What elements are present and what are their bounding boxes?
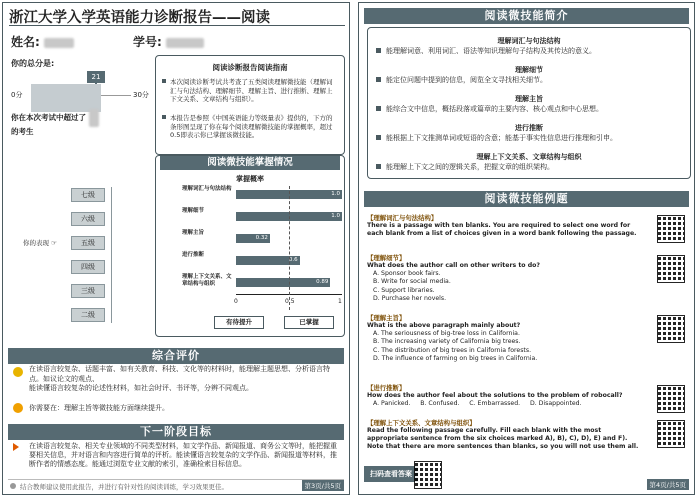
x-tick-0.5: 0.5	[285, 298, 295, 305]
summary-band: 综合评价	[8, 348, 344, 364]
bullet-icon	[162, 79, 166, 83]
example-item	[367, 418, 639, 452]
example-title: 【理解细节】	[367, 254, 406, 262]
example-option: B. The increasing variety of California big trees.	[373, 338, 521, 346]
bar-row	[156, 230, 346, 252]
bar-value-label: 0.6	[288, 257, 298, 263]
score-fill	[31, 84, 101, 112]
page-number: 第3页/共5页	[302, 480, 344, 491]
skill-name: 理解细节	[515, 66, 543, 74]
example-band: 阅读微技能例题	[364, 191, 689, 207]
legend-improve: 有待提升	[214, 316, 264, 329]
footer-bar	[8, 479, 344, 492]
id-redacted	[166, 38, 204, 48]
bar-row	[156, 252, 346, 274]
total-score-label: 你的总分是:	[11, 59, 55, 68]
mastery-band: 阅读微技能掌握情况	[160, 156, 340, 170]
skill-name: 理解词汇与句法结构	[497, 37, 561, 45]
scan-label: 扫码查看答案	[364, 466, 418, 482]
bar-category-label: 理解上下文关系、文章结构与组织	[182, 274, 232, 287]
scan-footer	[364, 461, 689, 491]
x-tick-1: 1	[338, 298, 342, 305]
id-row	[133, 33, 204, 50]
example-qr-code[interactable]	[657, 315, 685, 343]
percentile-redacted	[89, 109, 99, 127]
example-qr-code[interactable]	[657, 385, 685, 413]
level-5: 五级	[71, 236, 105, 250]
bar-row	[156, 186, 346, 208]
example-option: D. Purchase her novels.	[373, 294, 447, 302]
bullet-icon	[162, 115, 166, 119]
x-tick-0: 0	[234, 298, 238, 305]
report-page-3	[2, 2, 350, 495]
ladder-axis	[111, 187, 112, 323]
bar-value-label: 1.0	[331, 191, 340, 197]
example-item	[367, 383, 639, 408]
skill-name: 进行推断	[515, 124, 543, 132]
example-qr-code[interactable]	[657, 255, 685, 283]
example-option: A. Sponsor book fairs.	[373, 270, 441, 278]
example-question: Read the following passage carefully. Fill each blank with the most appropriate sentence from the six choices marked A), B), C), D), E) and F). Note that there are more sentences than blanks, so you will not use them all.	[367, 427, 639, 451]
need-text: 你需要在：理解主旨等微技能方面继续提升。	[29, 404, 169, 412]
name-row	[11, 33, 74, 50]
example-item	[367, 213, 639, 238]
bar-category-label: 进行推断	[182, 252, 205, 258]
example-option: C. Support libraries.	[373, 286, 435, 294]
skills-list	[367, 27, 691, 179]
info-icon	[13, 403, 23, 413]
legend	[214, 316, 334, 330]
guide-box	[155, 55, 345, 155]
report-page-4	[358, 2, 695, 495]
example-item	[367, 313, 639, 363]
skill-name: 理解主旨	[515, 95, 543, 103]
bullet-icon	[376, 135, 381, 140]
percentile-label-1: 你在本次考试中超过了	[11, 113, 86, 122]
example-option: D. The influence of farming on big trees in California.	[373, 354, 538, 362]
bullet-icon	[376, 77, 381, 82]
example-title: 【理解主旨】	[367, 314, 406, 322]
bullet-icon	[376, 164, 381, 169]
answer-qr-code[interactable]	[414, 461, 442, 489]
bullet-icon	[376, 106, 381, 111]
level-2: 二级	[71, 308, 105, 322]
level-ladder	[3, 183, 153, 333]
your-level-label: 你的表现 ☞	[23, 239, 57, 247]
bar-value-label: 0.89	[316, 279, 329, 285]
id-label: 学号:	[133, 35, 162, 49]
example-option: B. Write for social media.	[373, 278, 451, 286]
skill-description: 能综合文中信息，概括段落或篇章的主要内容、核心观点和中心思想。	[386, 105, 603, 113]
name-label: 姓名:	[11, 35, 40, 49]
guide-title: 阅读诊断报告阅读指南	[212, 63, 288, 72]
page-number: 第4页/共5页	[647, 479, 689, 490]
bar-value-label: 0.32	[255, 235, 268, 241]
example-qr-code[interactable]	[657, 215, 685, 243]
score-value: 21	[87, 71, 105, 83]
report-title: 浙江大学入学英语能力诊断报告——阅读	[9, 10, 270, 26]
name-redacted	[44, 38, 74, 48]
example-item	[367, 253, 639, 303]
bar-category-label: 理解主旨	[182, 230, 205, 236]
example-option: C. The distribution of big trees in California forests.	[373, 346, 532, 354]
mastery-chart-box	[155, 155, 345, 337]
percentile-text	[11, 109, 99, 137]
example-title: 【理解词汇与句法结构】	[367, 214, 438, 222]
legend-mastered: 已掌握	[284, 316, 334, 329]
skill-description: 能理解上下文之间的逻辑关系，把握文章的组织架构。	[386, 163, 554, 171]
mastery-subtitle: 掌握概率	[236, 175, 264, 183]
example-qr-code[interactable]	[657, 420, 685, 448]
level-4: 四级	[71, 260, 105, 274]
bar	[236, 234, 270, 243]
bar-value-label: 1.0	[331, 213, 340, 219]
skill-description: 能理解词意、利用词汇、语法等知识理解句子结构及其传达的意义。	[386, 47, 596, 55]
bar	[236, 256, 300, 265]
guide-item-1: 本次阅读诊断考试共考查了五类阅读理解微技能（理解词汇与句法结构、理解细节、理解主旨、进行推断、理解上下文关系、文章结构与组织）。	[170, 78, 336, 104]
intro-band: 阅读微技能简介	[364, 8, 689, 24]
example-question: What is the above paragraph mainly about?	[367, 322, 521, 329]
example-option: A. Panicked. B. Confused. C. Embarrassed. D. Disappointed.	[373, 400, 582, 408]
threshold-line	[289, 186, 290, 310]
next-band: 下一阶段目标	[8, 424, 344, 440]
example-question: There is a passage with ten blanks. You are required to select one word for each blank from a list of choices given in a word bank following the passage.	[367, 222, 637, 238]
skill-description: 能定位问题中提到的信息，阅览全文寻找相关细节。	[386, 76, 547, 84]
level-3: 三级	[71, 284, 105, 298]
pointing-hand-icon: ☞	[51, 239, 57, 247]
next-text: 在读语言较复杂、相关专业领域的不同类型材料，如文学作品、新闻报道、商务公文等时，能把握重要相关信息，并对语言和内容进行简单的评析。能读懂语言较复杂的文学作品、新闻报道等材料，推断作者的情感态度。能通过浏览专业文献的索引，准确检索目标信息。	[29, 442, 337, 468]
bar-category-label: 理解细节	[182, 208, 205, 214]
bullet-icon	[376, 48, 381, 53]
skill-description: 能根据上下文推测单词或短语的含意；能基于事实性信息进行推理和引申。	[386, 134, 617, 142]
guide-item-2: 本报告是参照《中国英语能力等级量表》提供的，下方的条形图呈现了你在每个阅读理解微技能的掌握概率，超过0.5即表示你已掌握该微技能。	[170, 114, 336, 140]
scale-min-label: 0分	[11, 91, 23, 99]
example-question: How does the author feel about the solutions to the problem of robocall?	[367, 392, 623, 399]
note-icon	[10, 483, 16, 489]
footer-note: 结合教师建议使用此报告，并进行有针对性的阅读训练，学习效果更佳。	[20, 483, 228, 491]
mastery-bars	[156, 186, 346, 296]
level-7: 七级	[71, 188, 105, 202]
examples-list	[367, 213, 689, 458]
summary-text: 在读语言较复杂、话题丰富、如有关教育、科技、文化等的材料时，能理解主题思想、分析语言特点。如议论文的观点、 能读懂语言较复杂的论述性材料，如社会时评、书评等，分辨不同观点。	[29, 365, 330, 392]
flag-icon	[13, 443, 19, 451]
bar	[236, 278, 330, 287]
level-6: 六级	[71, 212, 105, 226]
example-title: 【进行推断】	[367, 384, 406, 392]
example-option: A. The seriousness of big-tree loss in California.	[373, 330, 520, 338]
percentile-label-2: 的考生	[11, 127, 34, 136]
bar-category-label: 理解词汇与句法结构	[182, 186, 232, 192]
title-rule	[9, 25, 345, 26]
bar-row	[156, 274, 346, 296]
example-question: What does the author call on other writers to do?	[367, 262, 540, 269]
smile-icon	[13, 367, 23, 377]
skill-name: 理解上下文关系、文章结构与组织	[476, 153, 582, 161]
bar-row	[156, 208, 346, 230]
example-title: 【理解上下文关系、文章结构与组织】	[367, 419, 476, 427]
scale-max-label: 30分	[133, 91, 149, 99]
